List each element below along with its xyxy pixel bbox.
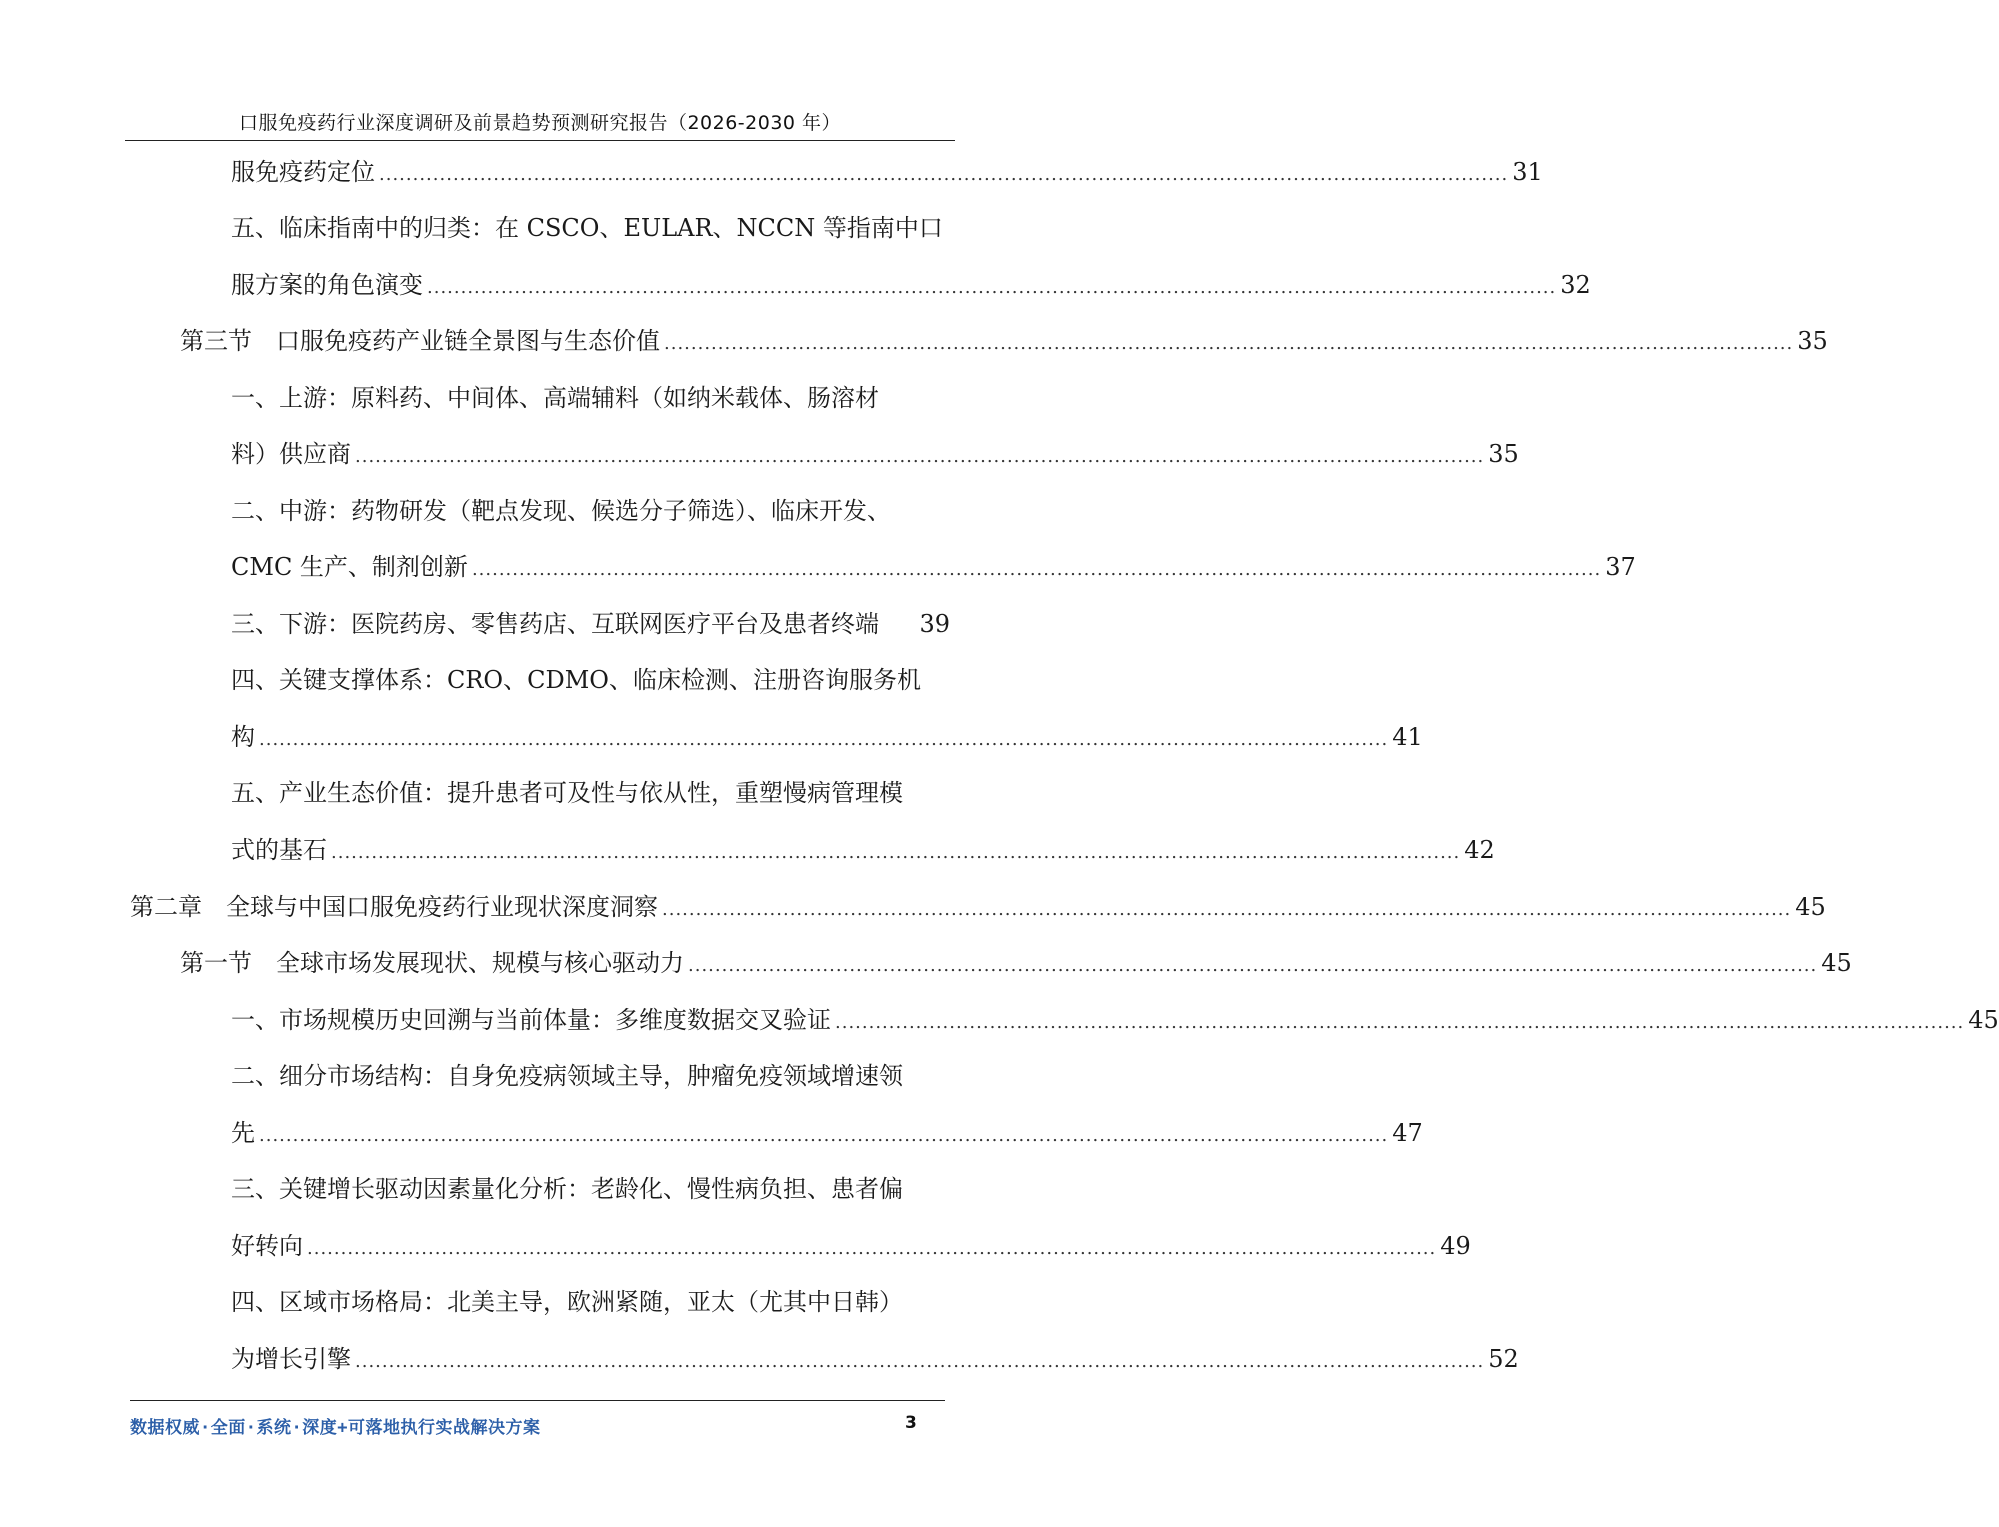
toc-leader: ........................................................................................................................................................................ — [662, 899, 1792, 920]
toc-entry[interactable] — [231, 1161, 950, 1217]
toc-entry-text: 服方案的角色演变 — [231, 271, 423, 299]
toc-page-number: 31 — [1512, 158, 1543, 186]
toc-leader: ........................................................................................................................................................................ — [259, 1125, 1389, 1146]
toc-page-number: 37 — [1605, 553, 1636, 581]
toc-entry-text: 三、关键增长驱动因素量化分析：老龄化、慢性病负担、患者偏 — [231, 1175, 903, 1203]
toc-entry-text: 第三节 口服免疫药产业链全景图与生态价值 — [180, 327, 660, 355]
footer-slogan: 数据权威·全面·系统·深度+可落地执行实战解决方案 — [130, 1418, 541, 1438]
toc-entry[interactable] — [231, 822, 1495, 878]
toc-entry-text: 二、中游：药物研发（靶点发现、候选分子筛选）、临床开发、 — [231, 497, 891, 525]
toc-leader: ........................................................................................................................................................................ — [379, 164, 1509, 185]
toc-entry-text: 四、关键支撑体系：CRO、CDMO、临床检测、注册咨询服务机 — [231, 666, 921, 694]
toc-entry-text: 料）供应商 — [231, 440, 351, 468]
toc-leader: ........................................................................................................................................................................ — [259, 729, 1389, 750]
toc-entry[interactable] — [231, 596, 950, 652]
toc-section-entry[interactable] — [180, 313, 1828, 369]
toc-entry[interactable] — [231, 709, 1423, 765]
page-number: 3 — [905, 1413, 917, 1433]
toc-leader: ........................................................................................................................................................................ — [688, 955, 1818, 976]
toc-entry[interactable] — [231, 483, 950, 539]
toc-entry-text: 二、细分市场结构：自身免疫病领域主导，肿瘤免疫领域增速领 — [231, 1062, 903, 1090]
toc-entry[interactable] — [231, 1218, 1471, 1274]
toc-entry-text: 三、下游：医院药房、零售药店、互联网医疗平台及患者终端 — [231, 610, 879, 638]
toc-entry-text: 一、上游：原料药、中间体、高端辅料（如纳米载体、肠溶材 — [231, 384, 879, 412]
toc-entry-text: 构 — [231, 723, 255, 751]
toc-entry-text: 先 — [231, 1119, 255, 1147]
toc-entry[interactable] — [231, 1048, 950, 1104]
toc-entry[interactable] — [231, 1274, 950, 1330]
toc-entry[interactable] — [231, 257, 1591, 313]
toc-page-number: 45 — [1968, 1006, 1999, 1034]
toc-entry[interactable] — [231, 370, 950, 426]
toc-leader: ........................................................................................................................................................................ — [331, 842, 1461, 863]
toc-page-number: 45 — [1821, 949, 1852, 977]
toc-entry-text: 第二章 全球与中国口服免疫药行业现状深度洞察 — [130, 893, 658, 921]
toc-page-number: 47 — [1392, 1119, 1423, 1147]
toc-entry-text: 式的基石 — [231, 836, 327, 864]
toc-page-number: 35 — [1488, 440, 1519, 468]
toc-entry[interactable] — [231, 765, 950, 821]
toc-page-number: 32 — [1560, 271, 1591, 299]
toc-entry[interactable] — [231, 652, 950, 708]
toc-entry-text: 五、临床指南中的归类：在 CSCO、EULAR、NCCN 等指南中口 — [231, 214, 943, 242]
toc-leader: ........................................................................................................................................................................ — [427, 277, 1557, 298]
toc-entry[interactable] — [231, 992, 1999, 1048]
toc-page-number: 49 — [1440, 1232, 1471, 1260]
toc-leader: ........................................................................................................................................................................ — [835, 1012, 1965, 1033]
toc-leader: ........................................................................................................................................................................ — [664, 333, 1794, 354]
toc-section-entry[interactable] — [180, 935, 1852, 991]
toc-entry[interactable] — [231, 200, 950, 256]
toc-entry-text: 好转向 — [231, 1232, 303, 1260]
toc-chapter-entry[interactable] — [130, 879, 1826, 935]
header-divider — [125, 140, 955, 141]
toc-entry[interactable] — [231, 1105, 1423, 1161]
toc-leader: ........................................................................................................................................................................ — [471, 559, 1602, 580]
toc-page-number: 52 — [1488, 1345, 1519, 1373]
toc-page-number: 39 — [919, 610, 950, 638]
toc-leader: ........................................................................................................................................................................ — [307, 1238, 1437, 1259]
toc-entry[interactable] — [231, 539, 1636, 595]
toc-leader: ........................................................................................................................................................................ — [355, 446, 1485, 467]
page-header-title: 口服免疫药行业深度调研及前景趋势预测研究报告（2026-2030 年） — [238, 112, 842, 134]
footer-divider — [130, 1400, 945, 1401]
toc-entry-text: 服免疫药定位 — [231, 158, 375, 186]
toc-entry-text: 四、区域市场格局：北美主导，欧洲紧随，亚太（尤其中日韩） — [231, 1288, 903, 1316]
toc-page-number: 45 — [1795, 893, 1826, 921]
toc-entry-text: CMC 生产、制剂创新 — [231, 553, 468, 581]
toc-leader: ........................................................................................................................................................................ — [355, 1351, 1485, 1372]
toc-entry-text: 一、市场规模历史回溯与当前体量：多维度数据交叉验证 — [231, 1006, 831, 1034]
toc-page-number: 41 — [1392, 723, 1423, 751]
toc-entry[interactable] — [231, 1331, 1519, 1387]
toc-entry-text: 为增长引擎 — [231, 1345, 351, 1373]
toc-entry[interactable] — [231, 144, 1543, 200]
toc-entry-text: 五、产业生态价值：提升患者可及性与依从性，重塑慢病管理模 — [231, 779, 903, 807]
toc-page-number: 42 — [1464, 836, 1495, 864]
toc-entry-text: 第一节 全球市场发展现状、规模与核心驱动力 — [180, 949, 684, 977]
toc-page-number: 35 — [1797, 327, 1828, 355]
toc-entry[interactable] — [231, 426, 1519, 482]
